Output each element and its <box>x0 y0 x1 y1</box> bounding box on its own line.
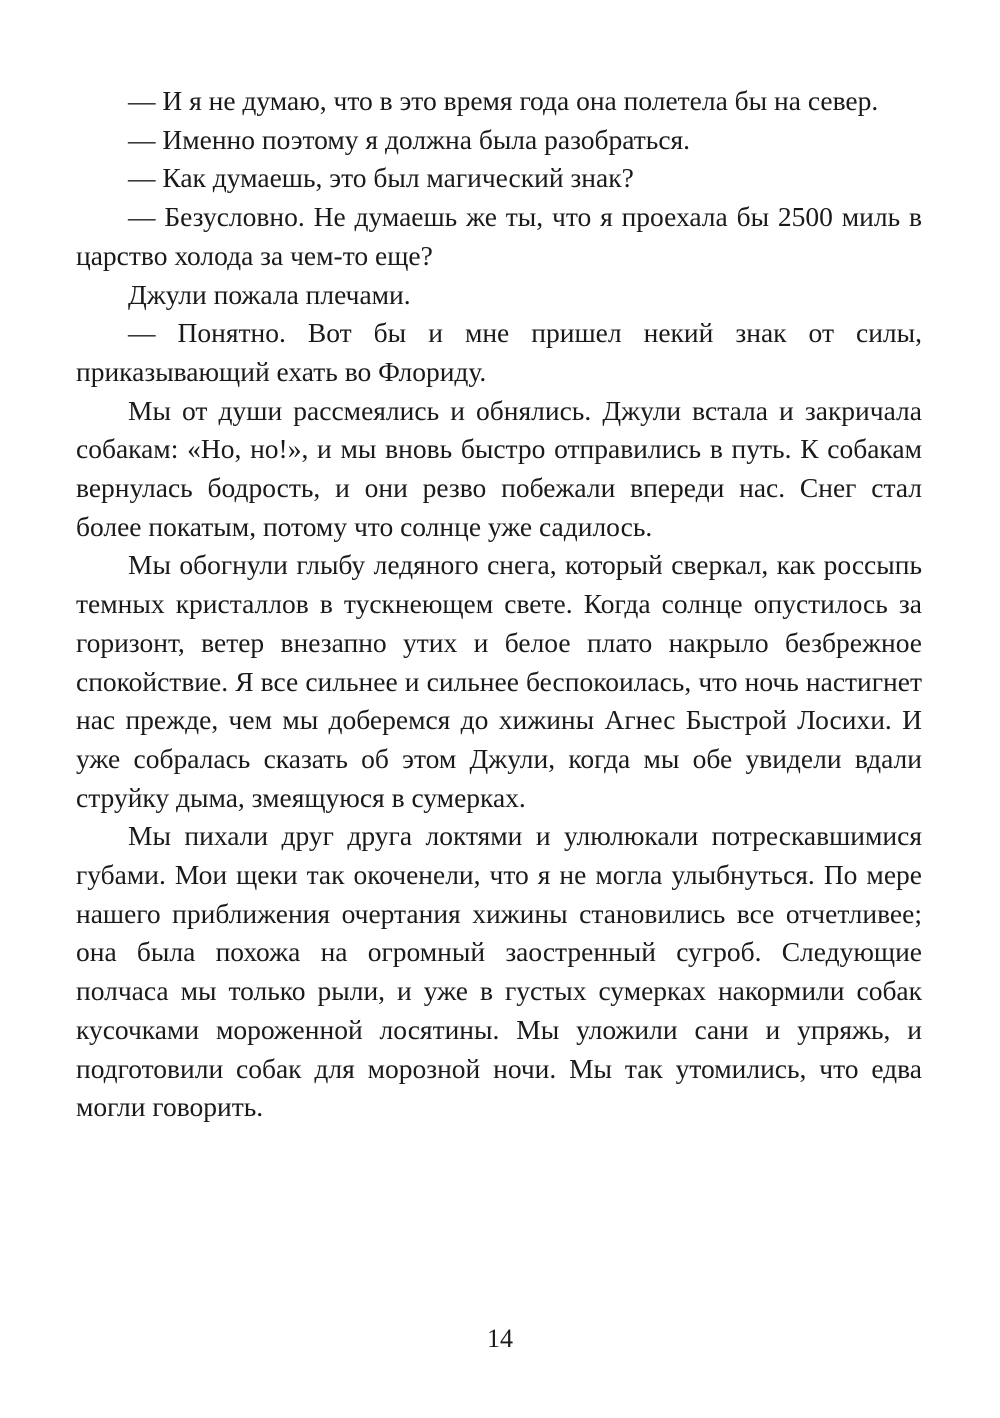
body-text <box>76 82 922 1127</box>
paragraph-6: — Понятно. Вот бы и мне пришел некий знак от силы, приказывающий ехать во Флориду. <box>76 317 922 387</box>
paragraph-8: Мы обогнули глыбу ледяного снега, который сверкал, как россыпь темных кристаллов в тускнеющем свете. Когда солнце опустилось за горизонт, ветер внезапно утих и белое плато накрыло безбрежное спокойствие. Я все сильнее и сильнее беспокоилась, что ночь настигнет нас прежде, чем мы доберемся до хижины Агнес Быстрой Лосихи. И уже собралась сказать об этом Джули, когда мы обе увидели вдали струйку дыма, змеящуюся в сумерках. <box>76 549 922 813</box>
paragraph-1: — И я не думаю, что в это время года она полетела бы на север. <box>128 85 879 116</box>
paragraph-4: — Безусловно. Не думаешь же ты, что я проехала бы 2500 миль в царство холода за чем-то еще? <box>76 201 922 271</box>
paragraph-3: — Как думаешь, это был магический знак? <box>128 162 634 194</box>
page-number: 14 <box>487 1324 513 1353</box>
paragraph-7: Мы от души рассмеялись и обнялись. Джули встала и закричала собакам: «Но, но!», и мы вновь быстро отправились в путь. К собакам вернулась бодрость, и они резво побежали впереди нас. Снег стал более покатым, потому что солнце уже садилось. <box>76 394 922 542</box>
paragraph-2: — Именно поэтому я должна была разобраться. <box>128 123 691 155</box>
paragraph-5: Джули пожала плечами. <box>128 278 411 310</box>
paragraph-9: Мы пихали друг друга локтями и улюлюкали потрескавшимися губами. Мои щеки так окоченели, что я не могла улыбнуться. По мере нашего приближения очертания хижины становились все отчетливее; она была похожа на огромный заостренный сугроб. Следующие полчаса мы только рыли, и уже в густых сумерках накормили собак кусочками мороженной лосятины. Мы уложили сани и упряжь, и подготовили собак для морозной ночи. Мы так утомились, что едва могли говорить. <box>76 820 922 1123</box>
